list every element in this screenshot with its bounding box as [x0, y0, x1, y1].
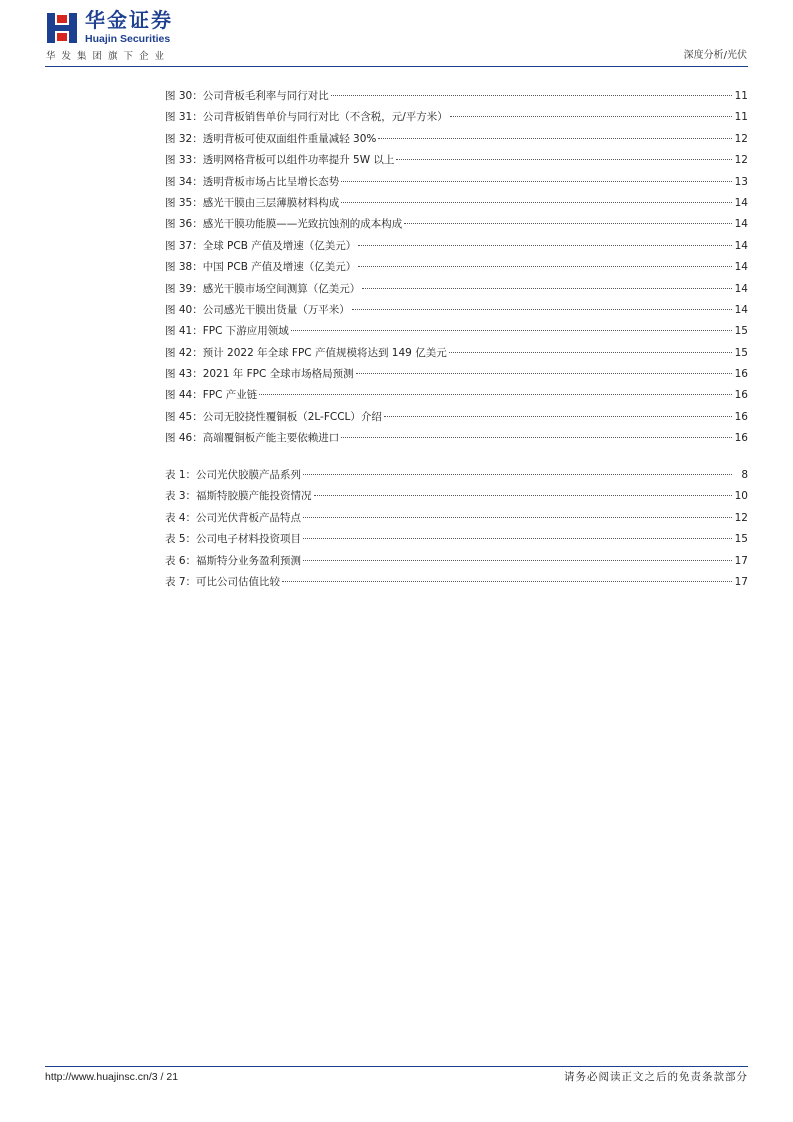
toc-leader-dots [259, 393, 732, 395]
toc-leader-dots [450, 115, 732, 117]
figure-toc-row[interactable] [165, 257, 748, 278]
table-toc-row[interactable] [165, 572, 748, 593]
toc-entry-label[interactable]: 图 31：公司背板销售单价与同行对比（不含税，元/平方米） [165, 111, 448, 124]
toc-leader-dots [358, 265, 732, 267]
figure-toc-row[interactable] [165, 364, 748, 385]
toc-entry-label[interactable]: 图 36：感光干膜功能膜——光致抗蚀剂的成本构成 [165, 218, 403, 231]
toc-leader-dots [352, 308, 732, 310]
toc-entry-page[interactable]: 16 [734, 410, 748, 423]
toc-leader-dots [362, 287, 732, 289]
toc-entry-label[interactable]: 图 41：FPC 下游应用领域 [165, 325, 289, 338]
table-toc-row[interactable] [165, 508, 748, 529]
logo-text-cn: 华金证券 [85, 8, 173, 32]
toc-entry-page[interactable]: 12 [734, 132, 748, 145]
toc-entry-label[interactable]: 表 6：福斯特分业务盈利预测 [165, 554, 302, 567]
huajin-logo-icon [45, 11, 79, 45]
footer-url[interactable]: http://www.huajinsc.cn/3 / 21 [45, 1071, 179, 1083]
table-toc-row[interactable] [165, 551, 748, 572]
toc-entry-page[interactable]: 15 [734, 533, 748, 546]
toc-entry-label[interactable]: 图 40：公司感光干膜出货量（万平米） [165, 303, 350, 316]
figure-toc-row[interactable] [165, 300, 748, 321]
toc-entry-label[interactable]: 图 34：透明背板市场占比呈增长态势 [165, 175, 340, 188]
toc-leader-dots [404, 222, 732, 224]
figure-toc-row[interactable] [165, 150, 748, 171]
toc-leader-dots [303, 473, 732, 475]
table-toc-row[interactable] [165, 465, 748, 486]
footer-rule [45, 1066, 748, 1067]
toc-entry-page[interactable]: 16 [734, 432, 748, 445]
table-toc-row[interactable] [165, 529, 748, 550]
figure-toc-row[interactable] [165, 172, 748, 193]
toc-entry-label[interactable]: 表 4：公司光伏背板产品特点 [165, 511, 302, 524]
toc-entry-page[interactable]: 14 [734, 303, 748, 316]
toc-entry-page[interactable]: 13 [734, 175, 748, 188]
company-subtitle: 华发集团旗下企业 [46, 51, 171, 62]
toc-leader-dots [331, 94, 732, 96]
toc-entry-page[interactable]: 10 [734, 490, 748, 503]
toc-leader-dots [341, 180, 732, 182]
logo-text-en: Huajin Securities [85, 33, 171, 45]
toc-entry-page[interactable]: 15 [734, 346, 748, 359]
toc-entry-label[interactable]: 图 37：全球 PCB 产值及增速（亿美元） [165, 239, 357, 252]
figure-toc-row[interactable] [165, 385, 748, 406]
figure-toc-row[interactable] [165, 107, 748, 128]
toc-leader-dots [282, 580, 732, 582]
toc-entry-page[interactable]: 12 [734, 511, 748, 524]
toc-leader-dots [449, 351, 732, 353]
toc-leader-dots [396, 158, 732, 160]
toc-entry-label[interactable]: 图 42：预计 2022 年全球 FPC 产值规模将达到 149 亿美元 [165, 346, 447, 359]
figure-toc-row[interactable] [165, 343, 748, 364]
figure-toc-row[interactable] [165, 279, 748, 300]
toc-entry-page[interactable]: 17 [734, 554, 748, 567]
toc-entry-label[interactable]: 图 46：高端覆铜板产能主要依赖进口 [165, 432, 340, 445]
toc-leader-dots [303, 559, 732, 561]
figure-toc-row[interactable] [165, 86, 748, 107]
figure-toc-row[interactable] [165, 428, 748, 449]
toc-entry-page[interactable]: 14 [734, 261, 748, 274]
toc-entry-label[interactable]: 图 45：公司无胶挠性覆铜板（2L-FCCL）介绍 [165, 410, 382, 423]
figure-toc-row[interactable] [165, 214, 748, 235]
toc-entry-label[interactable]: 表 5：公司电子材料投资项目 [165, 533, 302, 546]
toc-entry-label[interactable]: 表 7：可比公司估值比较 [165, 575, 281, 588]
figure-toc-row[interactable] [165, 321, 748, 342]
toc-entry-page[interactable]: 16 [734, 389, 748, 402]
toc-entry-label[interactable]: 图 32：透明背板可使双面组件重量减轻 30% [165, 132, 377, 145]
figure-toc-row[interactable] [165, 193, 748, 214]
toc-entry-page[interactable]: 12 [734, 154, 748, 167]
toc-leader-dots [303, 516, 732, 518]
report-type: 深度分析/光伏 [683, 50, 747, 61]
toc-entry-page[interactable]: 17 [734, 575, 748, 588]
toc-entry-label[interactable]: 图 30：公司背板毛利率与同行对比 [165, 90, 329, 102]
toc-entry-label[interactable]: 表 1：公司光伏胶膜产品系列 [165, 469, 302, 481]
toc-entry-page[interactable]: 11 [734, 111, 748, 124]
toc-entry-label[interactable]: 图 35：感光干膜由三层薄膜材料构成 [165, 196, 340, 209]
toc-leader-dots [303, 537, 732, 539]
toc-entry-page[interactable]: 8 [741, 469, 748, 481]
toc-entry-label[interactable]: 图 39：感光干膜市场空间测算（亿美元） [165, 282, 361, 295]
toc-leader-dots [378, 137, 732, 139]
toc-entry-label[interactable]: 表 3：福斯特胶膜产能投资情况 [165, 490, 312, 503]
toc-entry-label[interactable]: 图 43：2021 年 FPC 全球市场格局预测 [165, 368, 354, 381]
toc-entry-page[interactable]: 15 [734, 325, 748, 338]
toc-leader-dots [341, 436, 732, 438]
toc-leader-dots [314, 494, 732, 496]
figure-list [165, 86, 748, 450]
figure-toc-row[interactable] [165, 407, 748, 428]
footer-disclaimer: 请务必阅读正文之后的免责条款部分 [564, 1071, 748, 1083]
toc-entry-label[interactable]: 图 38：中国 PCB 产值及增速（亿美元） [165, 261, 357, 274]
toc-leader-dots [291, 329, 732, 331]
toc-entry-label[interactable]: 图 44：FPC 产业链 [165, 389, 258, 402]
table-toc-row[interactable] [165, 486, 748, 507]
toc-entry-page[interactable]: 14 [734, 196, 748, 209]
toc-entry-page[interactable]: 14 [734, 239, 748, 252]
toc-entry-page[interactable]: 14 [734, 282, 748, 295]
toc-entry-page[interactable]: 11 [734, 90, 748, 102]
figure-toc-row[interactable] [165, 236, 748, 257]
table-list [165, 465, 748, 593]
figure-toc-row[interactable] [165, 129, 748, 150]
toc-leader-dots [341, 201, 732, 203]
toc-entry-page[interactable]: 16 [734, 368, 748, 381]
toc-entry-page[interactable]: 14 [734, 218, 748, 231]
page-header [0, 0, 793, 70]
toc-leader-dots [358, 244, 732, 246]
toc-leader-dots [356, 372, 732, 374]
header-rule [45, 66, 748, 67]
toc-leader-dots [384, 415, 732, 417]
toc-entry-label[interactable]: 图 33：透明网格背板可以组件功率提升 5W 以上 [165, 154, 395, 167]
